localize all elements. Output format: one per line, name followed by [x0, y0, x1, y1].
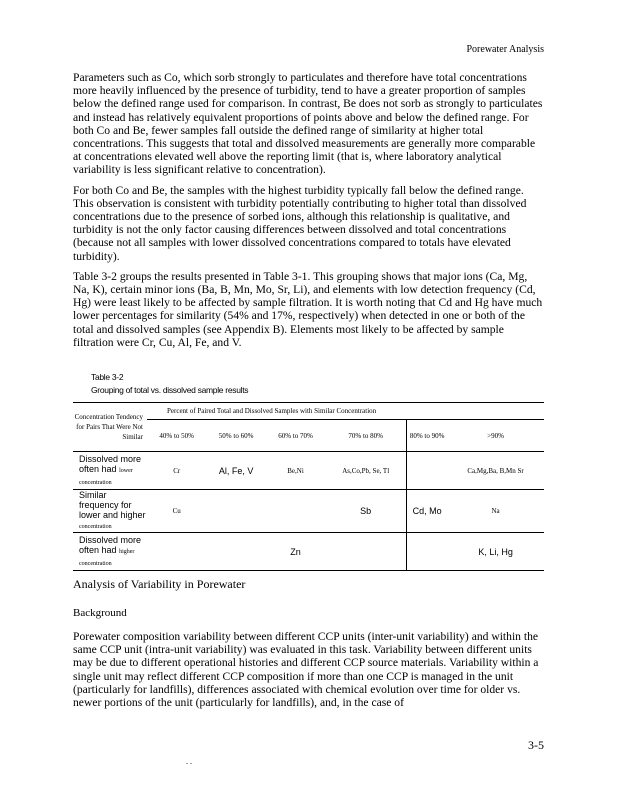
paragraph: Table 3-2 groups the results presented in Table 3-1. This grouping shows that major ions (Ca, Mg, Na, K), certain minor ions (Ba, B, Mn, Mo, Sr, Li), and elements with low detection frequency (Cd, Hg) were least likely to be affected by sample filtration. It is worth noting that Cd and Hg have much lower percentages for similarity (54% and 17%, respectively) when detected in one or both of the total and dissolved samples (see Appendix B). Elements most likely to be affected by sample filtration were Cr, Cu, Al, Fe, and V. — [73, 269, 543, 349]
row-label: Dissolved more often had higher concentration — [73, 533, 147, 571]
running-header: Porewater Analysis — [466, 44, 544, 55]
cell: Cd, Mo — [407, 490, 448, 533]
cell: Cu — [147, 490, 206, 533]
cell: As,Co,Pb, Se, Tl — [325, 452, 406, 490]
span-header: Percent of Paired Total and Dissolved Samples with Similar Concentration — [147, 403, 544, 420]
column-header: 40% to 50% — [159, 431, 194, 440]
subsection-heading: Background — [73, 607, 127, 619]
cell — [147, 533, 206, 571]
row-label: Dissolved more often had lower concentration — [73, 452, 147, 490]
row-label: Similar frequency for lower and higher concentration — [73, 490, 147, 533]
cell — [325, 533, 406, 571]
cell — [206, 490, 265, 533]
cell: Ca,Mg,Ba, B,Mn Sr — [447, 452, 544, 490]
cell: K, Li, Hg — [447, 533, 544, 571]
table-number: Table 3-2 — [91, 372, 124, 382]
footer-mark: . . — [186, 757, 192, 766]
page-number: 3-5 — [528, 738, 544, 752]
cell — [206, 533, 265, 571]
cell: Cr — [147, 452, 206, 490]
cell — [407, 533, 448, 571]
paragraph: For both Co and Be, the samples with the highest turbidity typically fall below the defined range. This observation is consistent with turbidity potentially contributing to higher total than dissolved concentrations due to the presence of sorbed ions, although this relationship is qualitative, and turbidity is not the only factor causing differences between dissolved and total concentrations (because not all samples with lower dissolved concentrations compared to totals have elevated turbidity). — [73, 183, 527, 263]
table-row — [73, 452, 544, 490]
results-table — [73, 402, 544, 571]
section-heading: Analysis of Variability in Porewater — [73, 577, 246, 591]
table-title: Grouping of total vs. dissolved sample results — [91, 385, 249, 395]
cell: Al, Fe, V — [206, 452, 265, 490]
cell: Zn — [266, 533, 325, 571]
cell: Sb — [325, 490, 406, 533]
cell — [266, 490, 325, 533]
table-row — [73, 490, 544, 533]
section-text — [73, 630, 545, 716]
column-header: 80% to 90% — [409, 431, 445, 440]
paragraph: Porewater composition variability between different CCP units (inter-unit variability) and within the same CCP unit (intra-unit variability) was evaluated in this task. Variability between different units may be due to different operational histories and different CCP source materials. Variability within a single unit may reflect different CCP composition if more than one CCP is managed in the unit (particularly for landfills), differences associated with chemical evolution over time for older vs. newer portions of the unit (particularly for landfills), and, in the case of — [73, 630, 539, 710]
table-row — [73, 533, 544, 571]
column-header: 70% to 80% — [325, 420, 406, 452]
cell: Na — [447, 490, 544, 533]
column-header: 60% to 70% — [278, 431, 313, 440]
body-text — [73, 71, 545, 356]
paragraph: Parameters such as Co, which sorb strongly to particulates and therefore have total concentrations more heavily influenced by the presence of turbidity, tend to have a greater proportion of samples below the defined range used for comparison. In contrast, Be does not sorb as strongly to particulates and instead has relatively equivalent proportions of points above and below the defined range. For both Co and Be, fewer samples fall outside the defined range of similarity at higher total concentrations. This suggests that total and dissolved measurements are generally more comparable at concentrations elevated well above the reporting limit (that is, where laboratory analytical variability is less significant relative to concentration). — [73, 71, 543, 177]
corner-header: Concentration Tendency for Pairs That Were Not Similar — [74, 413, 143, 441]
cell — [407, 452, 448, 490]
column-header: >90% — [487, 431, 504, 440]
cell: Be,Ni — [266, 452, 325, 490]
column-header: 50% to 60% — [218, 431, 254, 440]
